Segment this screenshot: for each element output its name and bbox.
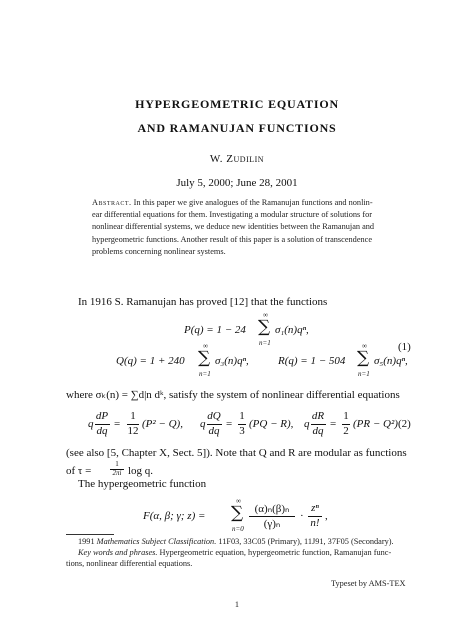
sum-lower: n=1 (259, 339, 271, 347)
eq-p-rhs: σ₁(n)qⁿ, (275, 324, 309, 336)
abstract-line: ear differential equations for them. Investigating a modular structure of solutions for (92, 210, 373, 220)
sum-lower: n=0 (232, 525, 244, 533)
eq-F-lhs: F(α, β; γ; z) = (143, 510, 206, 522)
abstract (92, 197, 384, 258)
sum-upper: ∞ (362, 342, 367, 350)
sum-lower: n=1 (199, 370, 211, 378)
abstract-line: hypergeometric functions. Another result of this paper is a solution of transcendence (92, 234, 373, 244)
eq-q-rhs: σ₃(n)qⁿ, (215, 355, 249, 367)
sum-symbol: ∑ (231, 503, 244, 523)
keywords-footnote-line-2: tions, nonlinear differential equations. (66, 559, 193, 568)
msc-prefix: 1991 (78, 537, 97, 546)
abstract-line: problems concerning nonlinear systems. (92, 246, 226, 256)
sum-lower: n=1 (358, 370, 370, 378)
sum-symbol: ∑ (357, 348, 370, 368)
page-number: 1 (234, 600, 240, 609)
author: W. Zudilin (209, 153, 265, 165)
keywords-footnote (78, 548, 391, 557)
tau-den: 2πi (112, 469, 122, 477)
see-also-line-1: (see also [5, Chapter X, Sect. 5]). Note that Q and R are modular as functions (66, 447, 407, 459)
eq2-r-coef-den: 2 (343, 425, 349, 437)
msc-label: Mathematics Subject Classification. (96, 537, 217, 546)
keywords-text: Hypergeometric equation, hypergeometric function, Ramanujan func- (157, 548, 392, 557)
where-text: where σₖ(n) = ∑d|n dᵏ, satisfy the system of nonlinear differential equations (66, 389, 400, 401)
sum-symbol: ∑ (198, 348, 211, 368)
paper-title-line-2: AND RAMANUJAN FUNCTIONS (137, 121, 337, 135)
eq2-p-coef-num: 1 (130, 410, 136, 422)
eq-p-lhs: P(q) = 1 − 24 (184, 324, 246, 336)
sum-upper: ∞ (236, 497, 241, 505)
eq2-p-den: dq (96, 425, 108, 437)
msc-text: 11F03, 33C05 (Primary), 11J91, 37F05 (Secondary). (216, 537, 394, 546)
paper-title-line-1: HYPERGEOMETRIC EQUATION (135, 97, 339, 111)
see-also-line-2 (66, 465, 91, 477)
eq2-p-equals: = (114, 418, 121, 430)
footnote-rule (66, 534, 114, 535)
keywords-label: Key words and phrases. (78, 548, 158, 557)
eq2-r-num: dR (311, 410, 325, 422)
sum-upper: ∞ (263, 311, 268, 319)
abstract-line: In this paper we give analogues of the Ramanujan functions and nonlin- (133, 198, 373, 207)
see-also-text: of τ = (66, 465, 92, 477)
eq-r-rhs: σ₅(n)qⁿ, (374, 355, 408, 367)
eq-q-lhs: Q(q) = 1 + 240 (116, 355, 185, 367)
tau-num: 1 (115, 460, 119, 468)
eq-r-lhs: R(q) = 1 − 504 (278, 355, 346, 367)
eq2-p-rhs: (P² − Q), (142, 418, 183, 430)
intro-text: In 1916 S. Ramanujan has proved [12] that the functions (78, 296, 328, 308)
eq2-q-coef-den: 3 (239, 425, 245, 437)
eq2-p-q: q (88, 418, 94, 430)
sum-symbol: ∑ (258, 317, 271, 337)
eq2-r-equals: = (330, 418, 337, 430)
see-also-line-2-tail: log q. (128, 465, 154, 477)
eq2-r-rhs: (PR − Q²) (353, 418, 398, 430)
eq2-q-equals: = (226, 418, 233, 430)
eq-F-den: (γ)ₙ (263, 518, 281, 530)
dates: July 5, 2000; June 28, 2001 (176, 177, 298, 189)
eq2-r-coef-num: 1 (343, 410, 349, 422)
eq2-r-den: dq (312, 425, 324, 437)
eq-F-dot: · (300, 510, 304, 522)
eq-F-num: (α)ₙ(β)ₙ (254, 503, 290, 515)
eq2-p-coef-den: 12 (127, 425, 139, 437)
eq2-q-rhs: (PQ − R), (249, 418, 294, 430)
typeset-credit: Typeset by AMS-TEX (331, 579, 406, 588)
eq-F-zden: n! (310, 517, 320, 529)
eq2-p-num: dP (95, 410, 109, 422)
equation-number-1: (1) (398, 341, 411, 353)
eq2-q-q: q (200, 418, 206, 430)
eq2-q-den: dq (208, 425, 220, 437)
eq-F-comma: , (325, 510, 328, 522)
equation-number-2: (2) (398, 418, 411, 430)
abstract-line: nonlinear differential systems, we deduce new identities between the Ramanujan and (92, 222, 375, 232)
abstract-label: Abstract. (92, 198, 132, 207)
eq2-q-num: dQ (207, 410, 221, 422)
sum-upper: ∞ (203, 342, 208, 350)
eq2-q-coef-num: 1 (239, 410, 245, 422)
eq2-r-q: q (304, 418, 310, 430)
hyper-intro: The hypergeometric function (78, 478, 207, 490)
msc-footnote (78, 537, 394, 546)
eq-F-znum: zⁿ (311, 502, 319, 514)
